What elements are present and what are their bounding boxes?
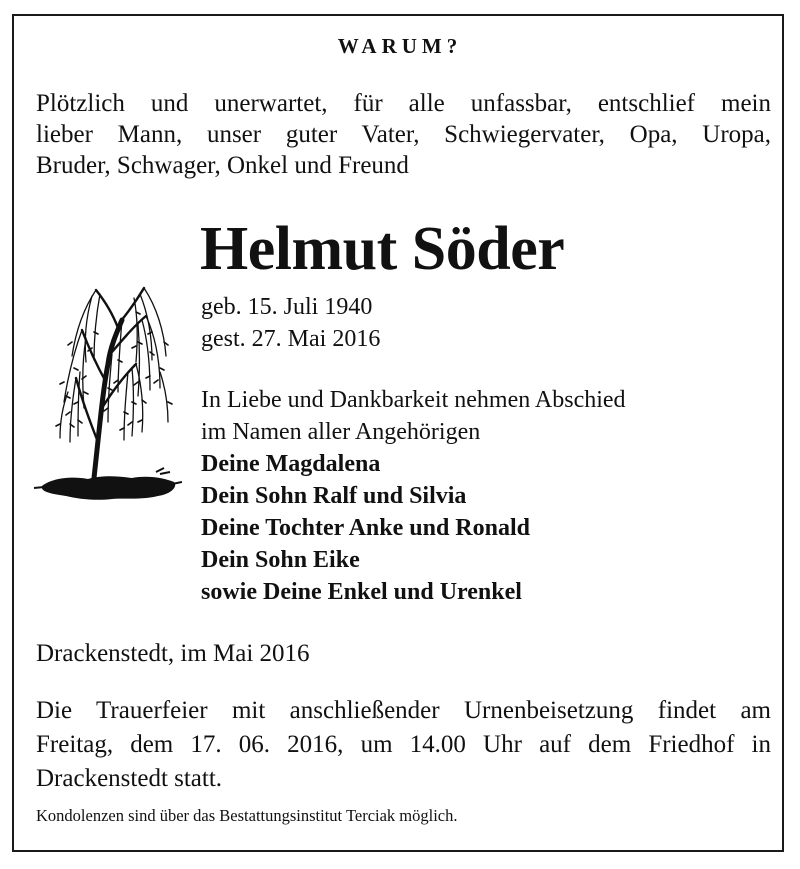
death-date: gest. 27. Mai 2016 [201, 326, 381, 352]
condolence-note: Kondolenzen sind über das Bestattungsinstitut Terciak möglich. [36, 806, 458, 825]
intro-line: Bruder, Schwager, Onkel und Freund [36, 152, 409, 179]
life-dates [201, 291, 380, 355]
intro-line: lieber Mann, unser guter Vater, Schwiegervater, Opa, Uropa, [36, 121, 771, 148]
intro-line: Plötzlich und unerwartet, für alle unfassbar, entschlief mein [36, 90, 771, 117]
mourner-name: Deine Tochter Anke und Ronald [201, 515, 530, 541]
birth-date: geb. 15. Juli 1940 [201, 294, 373, 320]
weeping-willow-icon [32, 272, 182, 504]
place-date: Drackenstedt, im Mai 2016 [36, 640, 310, 667]
farewell-line: im Namen aller Angehörigen [201, 419, 481, 445]
mourner-name: Deine Magdalena [201, 451, 381, 477]
deceased-name: Helmut Söder [200, 215, 565, 283]
mourners-block [201, 384, 626, 608]
notice-heading: WARUM? [337, 34, 463, 58]
farewell-line: In Liebe und Dankbarkeit nehmen Abschied [201, 387, 626, 413]
ceremony-line: Freitag, dem 17. 06. 2016, um 14.00 Uhr auf dem Friedhof in [36, 731, 771, 758]
ceremony-text [36, 694, 771, 796]
ceremony-line: Die Trauerfeier mit anschließender Urnenbeisetzung findet am [36, 697, 771, 724]
mourner-name: sowie Deine Enkel und Urenkel [201, 579, 522, 605]
mourner-name: Dein Sohn Eike [201, 547, 360, 573]
ceremony-line: Drackenstedt statt. [36, 765, 223, 792]
mourner-name: Dein Sohn Ralf und Silvia [201, 483, 467, 509]
intro-text [36, 88, 771, 181]
